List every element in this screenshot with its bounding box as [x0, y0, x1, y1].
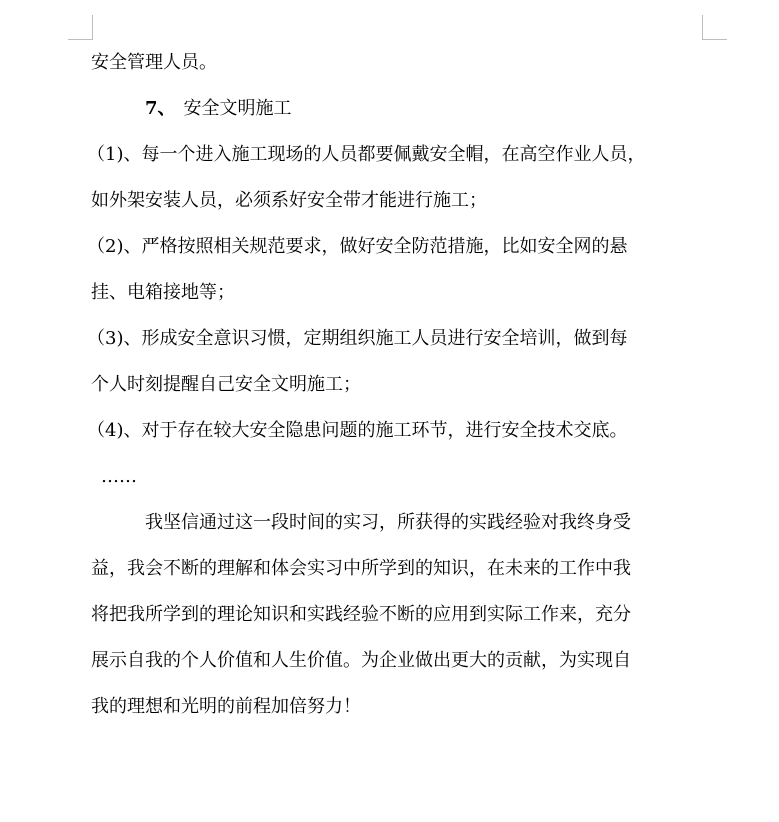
- section-number: 7、: [145, 98, 176, 119]
- list-item-3-line-1: （3)、形成安全意识习惯，定期组织施工人员进行安全培训，做到每: [87, 328, 628, 349]
- crop-mark-top-left: [68, 15, 93, 40]
- list-item-2-line-2: 挂、电箱接地等；: [91, 282, 235, 303]
- list-item-3-line-2: 个人时刻提醒自己安全文明施工；: [91, 374, 361, 395]
- conclusion-line-3: 将把我所学到的理论知识和实践经验不断的应用到实际工作来，充分: [91, 604, 631, 625]
- document-body: [87, 40, 706, 730]
- intro-tail-line: 安全管理人员。: [91, 52, 217, 73]
- list-item-1-line-1: （1)、每一个进入施工现场的人员都要佩戴安全帽，在高空作业人员，: [87, 144, 646, 165]
- crop-mark-top-right: [702, 15, 727, 40]
- section-heading: [91, 86, 706, 132]
- section-title: 安全文明施工: [183, 98, 292, 119]
- list-item-4-line-1: （4)、对于存在较大安全隐患问题的施工环节，进行安全技术交底。: [87, 420, 628, 441]
- conclusion-line-1: 我坚信通过这一段时间的实习，所获得的实践经验对我终身受: [145, 512, 631, 533]
- list-item-2-line-1: （2)、严格按照相关规范要求，做好安全防范措施，比如安全网的悬: [87, 236, 628, 257]
- conclusion-line-4: 展示自我的个人价值和人生价值。为企业做出更大的贡献，为实现自: [91, 650, 631, 671]
- list-item-1-line-2: 如外架安装人员，必须系好安全带才能进行施工；: [91, 190, 487, 211]
- conclusion-line-2: 益，我会不断的理解和体会实习中所学到的知识，在未来的工作中我: [91, 558, 631, 579]
- ellipsis-line: ……: [101, 466, 137, 487]
- conclusion-line-5: 我的理想和光明的前程加倍努力！: [91, 696, 361, 717]
